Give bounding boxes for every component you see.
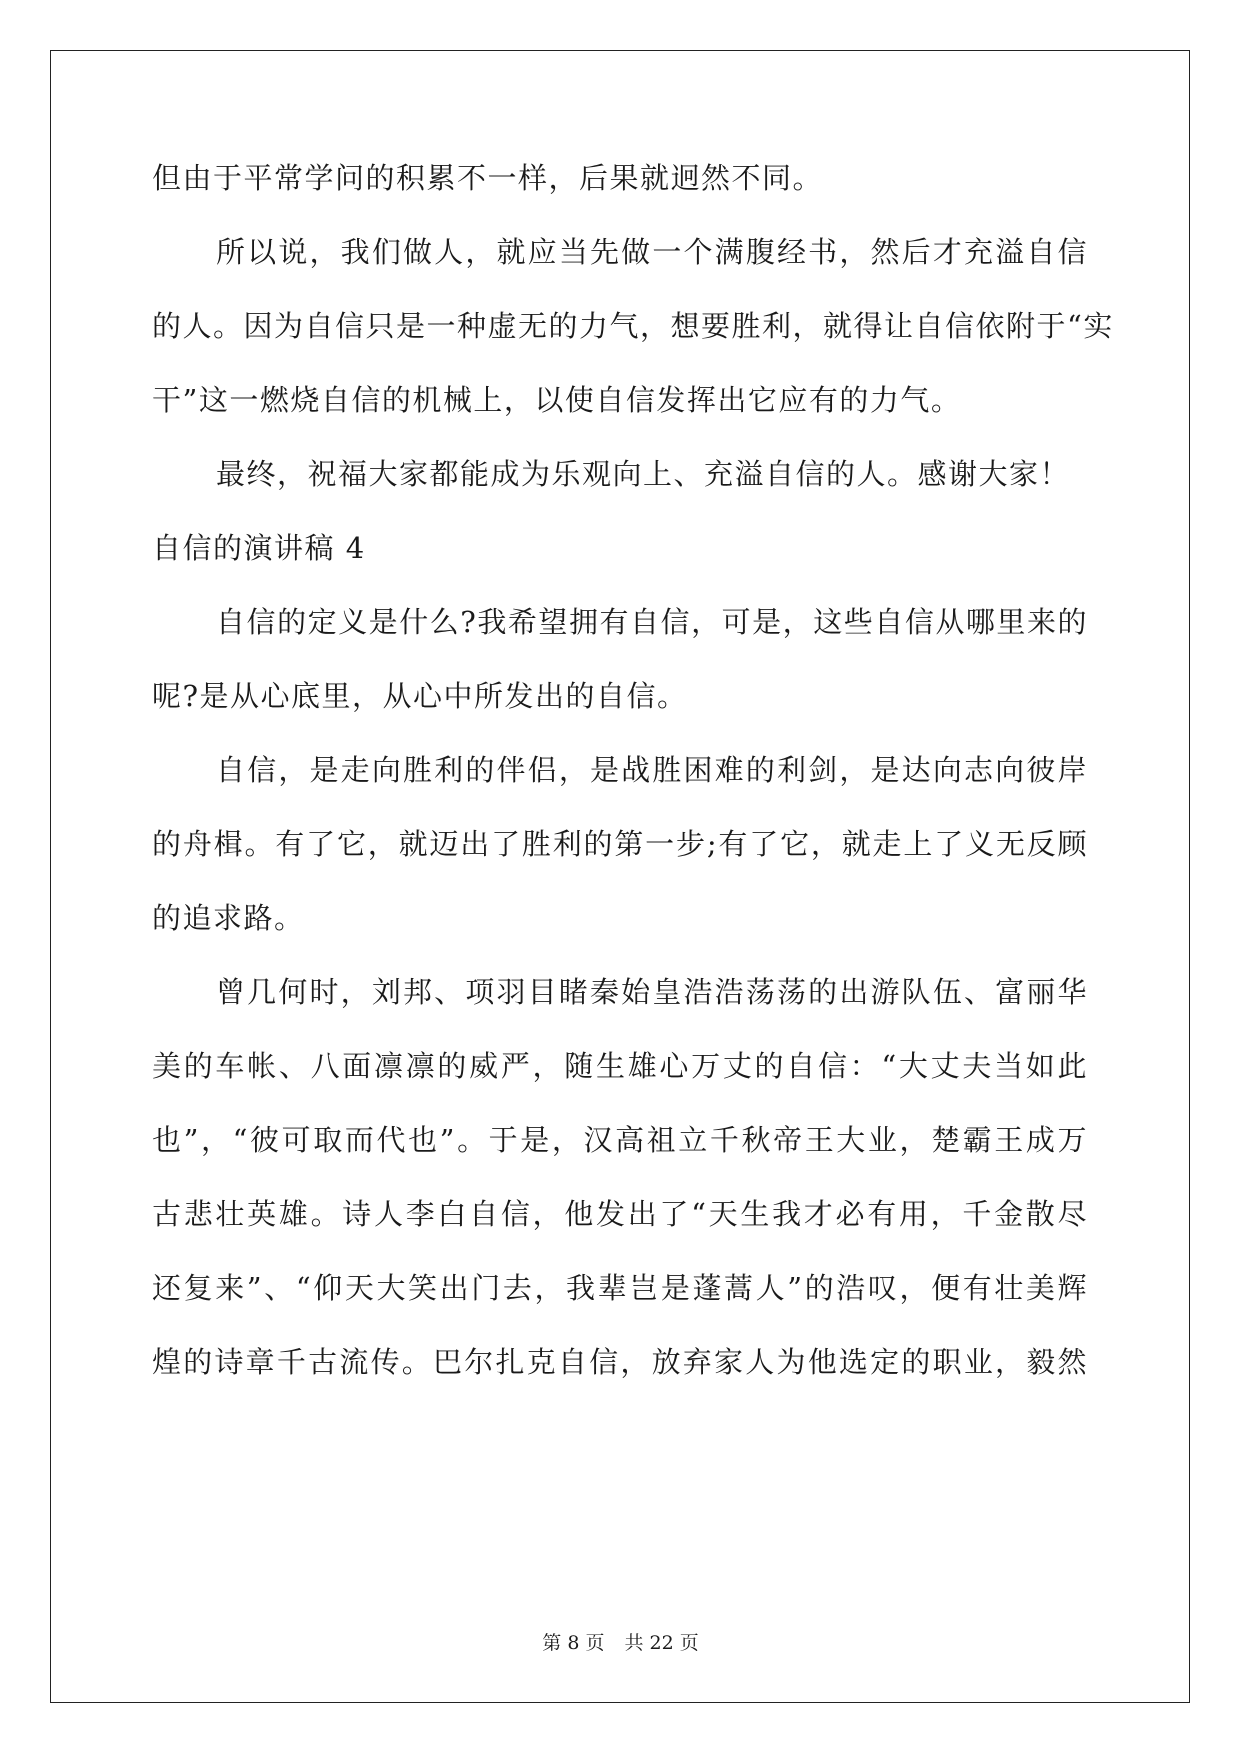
text-line-2: 所以说，我们做人，就应当先做一个满腹经书，然后才充溢自信 <box>216 235 1088 269</box>
page-footer <box>0 1630 1241 1656</box>
section-heading: 自信的演讲稿 4 <box>152 531 366 565</box>
text-line-4: 干”这一燃烧自信的机械上，以使自信发挥出它应有的力气。 <box>152 383 962 417</box>
text-line-9: 自信，是走向胜利的伴侣，是战胜困难的利剑，是达向志向彼岸 <box>216 753 1088 787</box>
text-line-13: 美的车帐、八面凛凛的威严，随生雄心万丈的自信：“大丈夫当如此 <box>152 1049 1088 1083</box>
text-line-12: 曾几何时，刘邦、项羽目睹秦始皇浩浩荡荡的出游队伍、富丽华 <box>216 975 1088 1009</box>
page-frame <box>50 50 1190 1703</box>
text-line-1: 但由于平常学问的积累不一样，后果就迥然不同。 <box>152 161 824 195</box>
text-line-16: 还复来”、“仰天大笑出门去，我辈岂是蓬蒿人”的浩叹，便有壮美辉 <box>152 1271 1088 1305</box>
text-line-11: 的追求路。 <box>152 901 305 935</box>
text-line-10: 的舟楫。有了它，就迈出了胜利的第一步;有了它，就走上了义无反顾 <box>152 827 1088 861</box>
page-number-current: 第 8 页 <box>542 1632 605 1654</box>
text-line-5: 最终，祝福大家都能成为乐观向上、充溢自信的人。感谢大家！ <box>216 457 1071 491</box>
text-line-15: 古悲壮英雄。诗人李白自信，他发出了“天生我才必有用，千金散尽 <box>152 1197 1088 1231</box>
text-line-3: 的人。因为自信只是一种虚无的力气，想要胜利，就得让自信依附于“实 <box>152 309 1114 343</box>
text-line-8: 呢?是从心底里，从心中所发出的自信。 <box>152 679 688 713</box>
text-line-7: 自信的定义是什么?我希望拥有自信，可是，这些自信从哪里来的 <box>216 605 1088 639</box>
text-line-14: 也”，“彼可取而代也”。于是，汉高祖立千秋帝王大业，楚霸王成万 <box>152 1123 1088 1157</box>
page-number-total: 共 22 页 <box>624 1632 699 1654</box>
text-line-17: 煌的诗章千古流传。巴尔扎克自信，放弃家人为他选定的职业，毅然 <box>152 1345 1088 1379</box>
